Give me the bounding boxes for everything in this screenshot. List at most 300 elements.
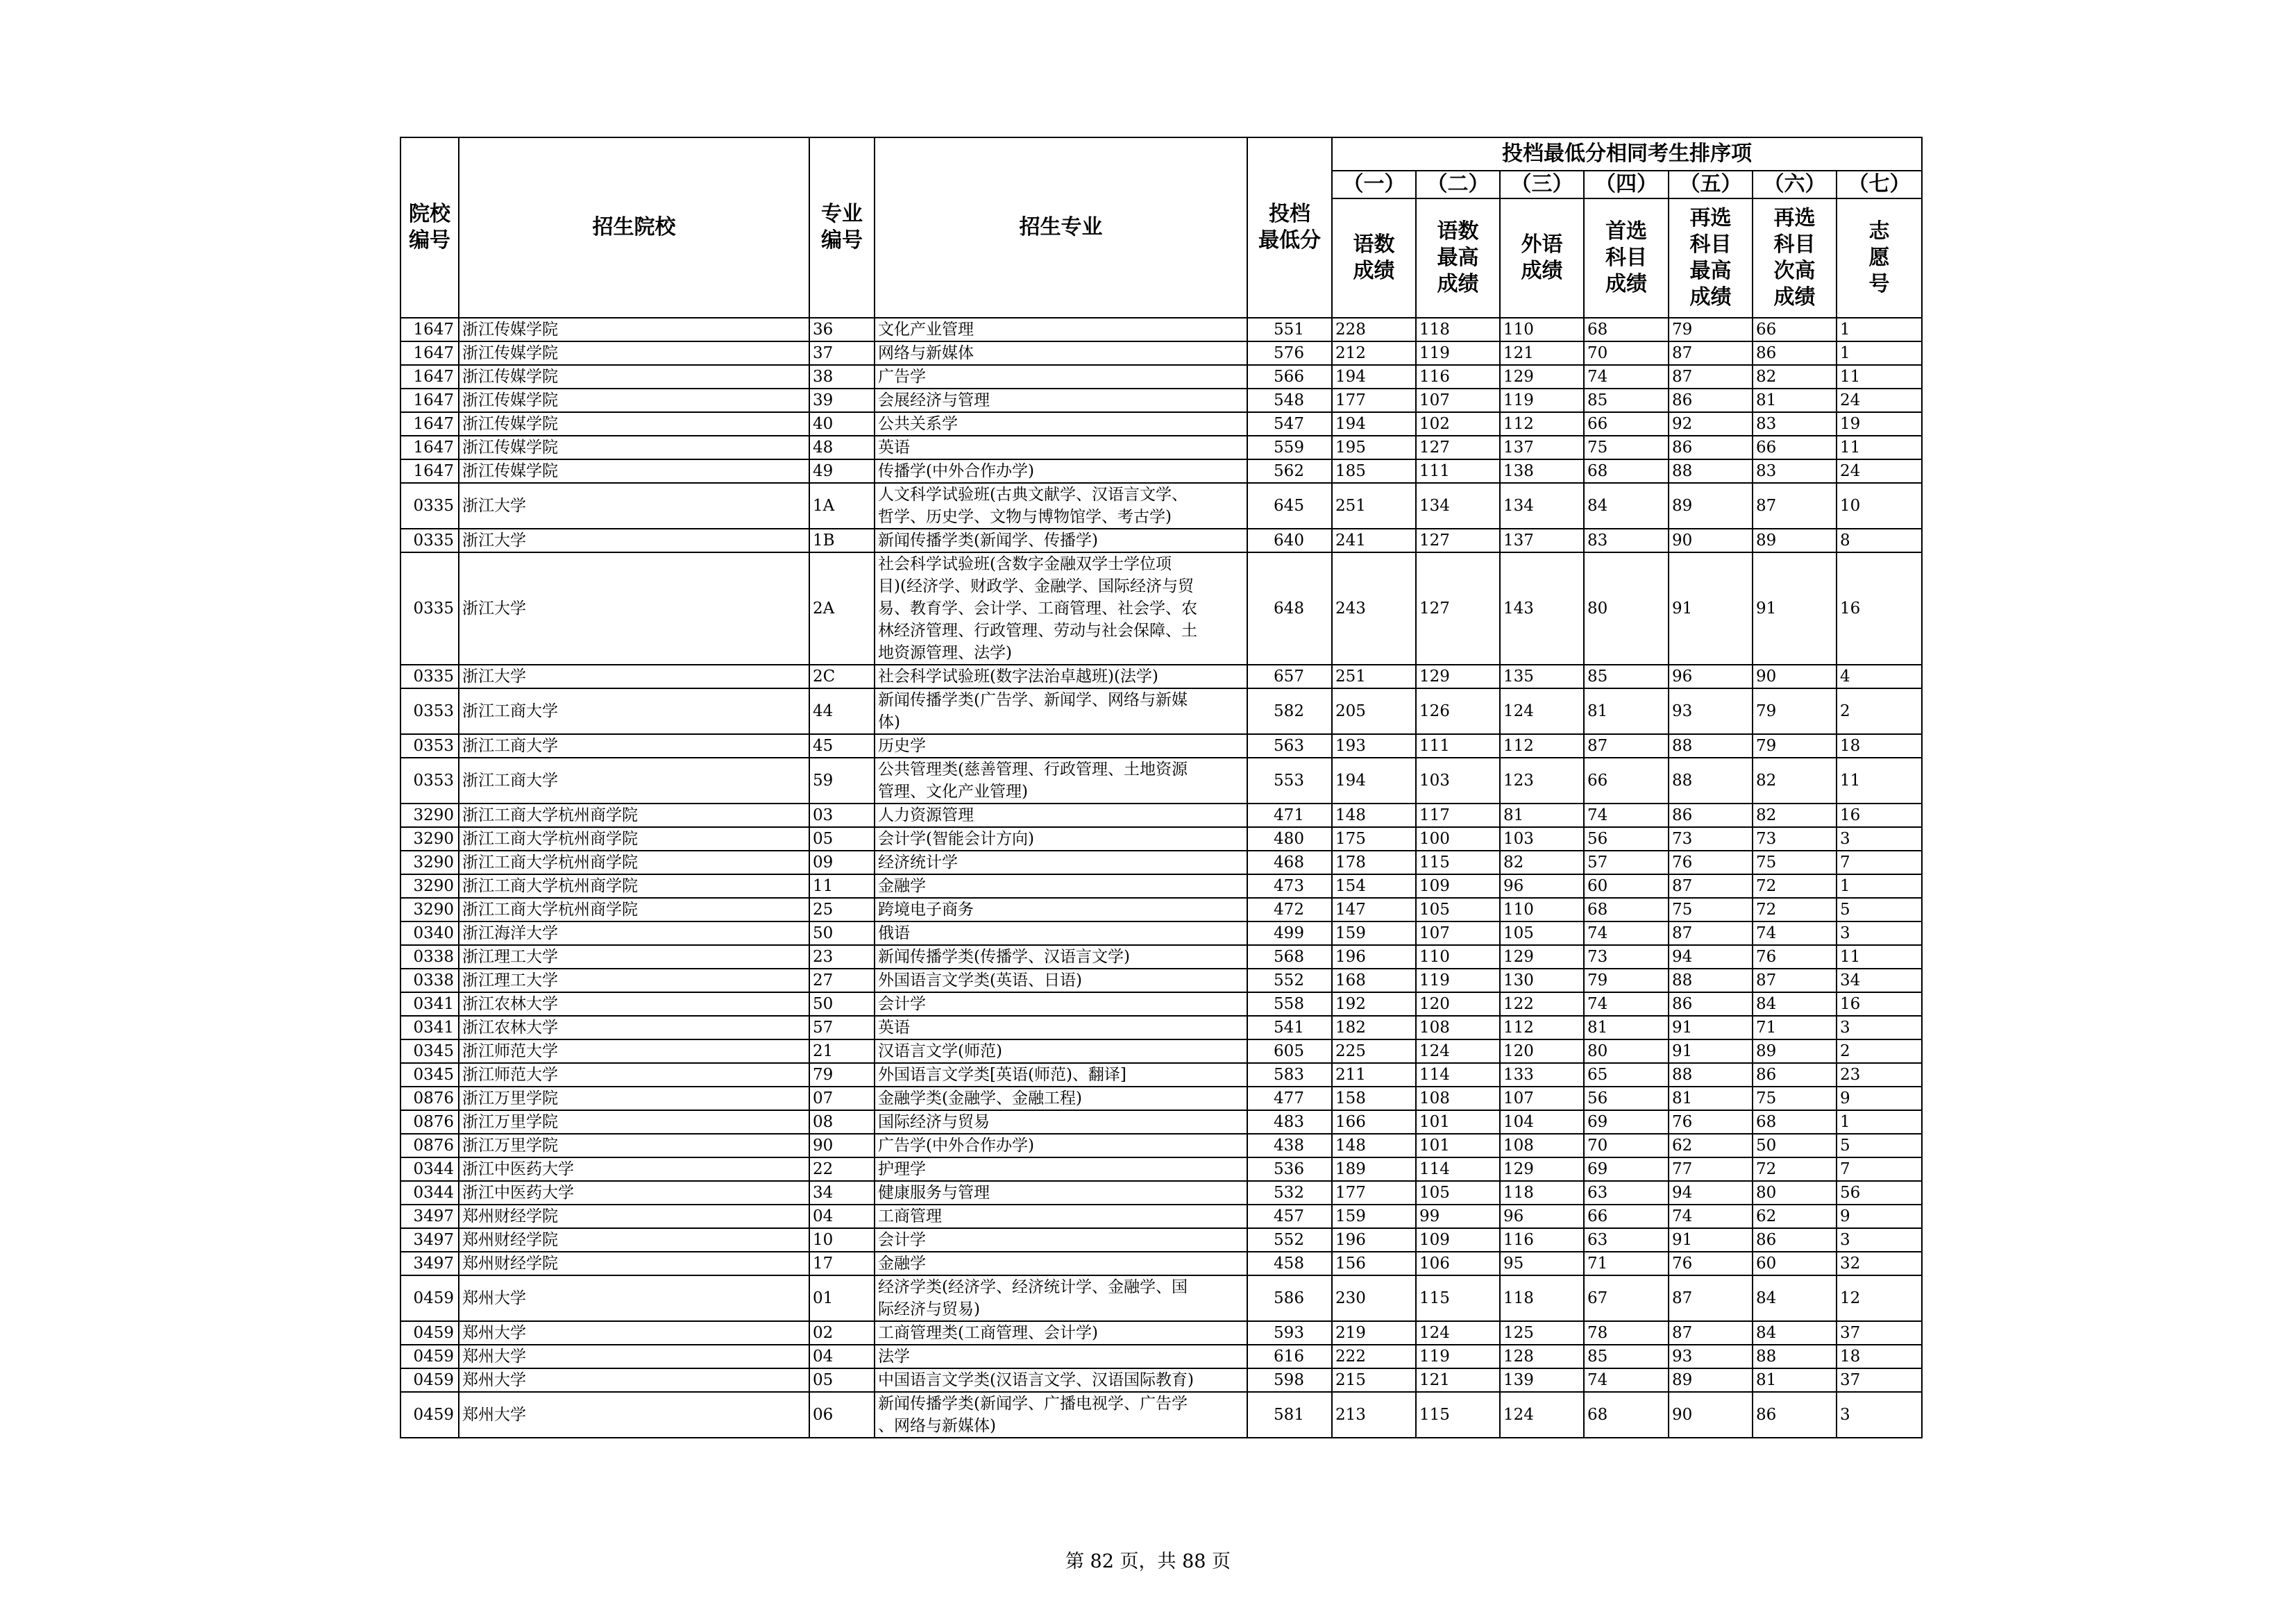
- score-foreign-lang-cell: 118: [1500, 1275, 1584, 1321]
- score-chinese-math-max-cell: 103: [1416, 758, 1500, 804]
- score-chinese-math-cell: 243: [1332, 552, 1416, 665]
- school-code-cell: 3290: [400, 851, 459, 874]
- score-chinese-math-cell: 194: [1332, 412, 1416, 436]
- score-chinese-math-cell: 251: [1332, 665, 1416, 688]
- score-foreign-lang-cell: 129: [1500, 1157, 1584, 1181]
- score-elective-second-cell: 81: [1753, 389, 1837, 412]
- table-row: [400, 1063, 1922, 1087]
- score-elective-max-cell: 88: [1669, 734, 1753, 758]
- score-elective-max-cell: 91: [1669, 1228, 1753, 1252]
- score-chinese-math-cell: 177: [1332, 1181, 1416, 1205]
- score-elective-second-cell: 84: [1753, 1321, 1837, 1345]
- school-code-cell: 1647: [400, 436, 459, 459]
- header-tiebreak-ordinal: （四）: [1584, 171, 1669, 198]
- min-score-cell: 458: [1247, 1252, 1332, 1275]
- score-elective-second-cell: 89: [1753, 1039, 1837, 1063]
- score-elective-max-cell: 92: [1669, 412, 1753, 436]
- score-elective-max-cell: 90: [1669, 1392, 1753, 1438]
- score-chinese-math-max-cell: 129: [1416, 665, 1500, 688]
- school-name-cell: 郑州财经学院: [459, 1228, 809, 1252]
- score-elective-max-cell: 62: [1669, 1134, 1753, 1157]
- score-elective-second-cell: 83: [1753, 459, 1837, 483]
- score-elective-max-cell: 89: [1669, 483, 1753, 529]
- score-elective-second-cell: 86: [1753, 341, 1837, 365]
- table-row: [400, 758, 1922, 804]
- score-first-subject-cell: 74: [1584, 921, 1669, 945]
- major-name-cell: 工商管理类(工商管理、会计学): [875, 1321, 1247, 1345]
- major-code-cell: 50: [809, 992, 875, 1016]
- score-elective-max-cell: 75: [1669, 898, 1753, 921]
- score-first-subject-cell: 74: [1584, 992, 1669, 1016]
- score-chinese-math-cell: 212: [1332, 341, 1416, 365]
- score-foreign-lang-cell: 108: [1500, 1134, 1584, 1157]
- preference-number-cell: 1: [1837, 318, 1922, 341]
- major-name-cell: 新闻传播学类(传播学、汉语言文学): [875, 945, 1247, 969]
- score-chinese-math-max-cell: 109: [1416, 874, 1500, 898]
- major-name-cell: 工商管理: [875, 1205, 1247, 1228]
- header-major-name: 招生专业: [875, 137, 1247, 318]
- major-code-cell: 37: [809, 341, 875, 365]
- score-foreign-lang-cell: 129: [1500, 365, 1584, 389]
- score-elective-max-cell: 89: [1669, 1368, 1753, 1392]
- school-name-cell: 浙江传媒学院: [459, 412, 809, 436]
- score-first-subject-cell: 75: [1584, 436, 1669, 459]
- major-code-cell: 2A: [809, 552, 875, 665]
- school-code-cell: 0338: [400, 969, 459, 992]
- major-code-cell: 17: [809, 1252, 875, 1275]
- score-chinese-math-cell: 148: [1332, 804, 1416, 827]
- major-name-cell: 广告学: [875, 365, 1247, 389]
- score-elective-max-cell: 96: [1669, 665, 1753, 688]
- table-row: [400, 389, 1922, 412]
- table-row: [400, 1252, 1922, 1275]
- header-tiebreak-ordinal: （五）: [1669, 171, 1753, 198]
- header-tiebreak-ordinal: （七）: [1837, 171, 1922, 198]
- major-name-cell: 汉语言文学(师范): [875, 1039, 1247, 1063]
- score-foreign-lang-cell: 130: [1500, 969, 1584, 992]
- major-name-cell: 公共关系学: [875, 412, 1247, 436]
- school-code-cell: 0340: [400, 921, 459, 945]
- score-first-subject-cell: 56: [1584, 1087, 1669, 1110]
- school-name-cell: 浙江万里学院: [459, 1087, 809, 1110]
- score-chinese-math-max-cell: 111: [1416, 734, 1500, 758]
- major-code-cell: 57: [809, 1016, 875, 1039]
- min-score-cell: 562: [1247, 459, 1332, 483]
- min-score-cell: 582: [1247, 688, 1332, 734]
- table-row: [400, 804, 1922, 827]
- min-score-cell: 657: [1247, 665, 1332, 688]
- score-elective-second-cell: 81: [1753, 1368, 1837, 1392]
- min-score-cell: 605: [1247, 1039, 1332, 1063]
- major-name-cell: 传播学(中外合作办学): [875, 459, 1247, 483]
- score-elective-max-cell: 94: [1669, 1181, 1753, 1205]
- school-name-cell: 浙江工商大学: [459, 758, 809, 804]
- school-name-cell: 郑州大学: [459, 1368, 809, 1392]
- header-tiebreak-criterion: 再选 科目 最高 成绩: [1669, 198, 1753, 318]
- score-chinese-math-cell: 194: [1332, 758, 1416, 804]
- score-chinese-math-cell: 196: [1332, 1228, 1416, 1252]
- score-chinese-math-max-cell: 126: [1416, 688, 1500, 734]
- preference-number-cell: 24: [1837, 459, 1922, 483]
- major-name-cell: 会计学: [875, 992, 1247, 1016]
- score-elective-max-cell: 76: [1669, 851, 1753, 874]
- score-chinese-math-max-cell: 99: [1416, 1205, 1500, 1228]
- score-foreign-lang-cell: 95: [1500, 1252, 1584, 1275]
- score-chinese-math-max-cell: 114: [1416, 1157, 1500, 1181]
- score-foreign-lang-cell: 118: [1500, 1181, 1584, 1205]
- min-score-cell: 532: [1247, 1181, 1332, 1205]
- major-code-cell: 49: [809, 459, 875, 483]
- score-chinese-math-cell: 194: [1332, 365, 1416, 389]
- preference-number-cell: 16: [1837, 552, 1922, 665]
- score-elective-second-cell: 71: [1753, 1016, 1837, 1039]
- score-foreign-lang-cell: 128: [1500, 1345, 1584, 1368]
- score-chinese-math-max-cell: 111: [1416, 459, 1500, 483]
- score-foreign-lang-cell: 110: [1500, 318, 1584, 341]
- major-code-cell: 38: [809, 365, 875, 389]
- header-tiebreak-criterion: 语数 最高 成绩: [1416, 198, 1500, 318]
- score-foreign-lang-cell: 96: [1500, 874, 1584, 898]
- score-chinese-math-max-cell: 107: [1416, 921, 1500, 945]
- school-code-cell: 0335: [400, 529, 459, 552]
- major-name-cell: 金融学: [875, 1252, 1247, 1275]
- school-code-cell: 0345: [400, 1063, 459, 1087]
- preference-number-cell: 34: [1837, 969, 1922, 992]
- score-elective-second-cell: 72: [1753, 898, 1837, 921]
- score-foreign-lang-cell: 107: [1500, 1087, 1584, 1110]
- table-row: [400, 1039, 1922, 1063]
- school-name-cell: 浙江万里学院: [459, 1134, 809, 1157]
- school-code-cell: 0344: [400, 1181, 459, 1205]
- school-code-cell: 0335: [400, 552, 459, 665]
- school-name-cell: 浙江传媒学院: [459, 318, 809, 341]
- table-row: [400, 1087, 1922, 1110]
- score-first-subject-cell: 85: [1584, 389, 1669, 412]
- score-chinese-math-max-cell: 114: [1416, 1063, 1500, 1087]
- major-name-cell: 中国语言文学类(汉语言文学、汉语国际教育): [875, 1368, 1247, 1392]
- score-chinese-math-cell: 192: [1332, 992, 1416, 1016]
- table-row: [400, 1016, 1922, 1039]
- major-code-cell: 25: [809, 898, 875, 921]
- major-name-cell: 金融学: [875, 874, 1247, 898]
- header-min-score: 投档 最低分: [1247, 137, 1332, 318]
- school-code-cell: 3290: [400, 898, 459, 921]
- major-name-cell: 跨境电子商务: [875, 898, 1247, 921]
- score-first-subject-cell: 74: [1584, 804, 1669, 827]
- score-first-subject-cell: 87: [1584, 734, 1669, 758]
- preference-number-cell: 56: [1837, 1181, 1922, 1205]
- score-first-subject-cell: 67: [1584, 1275, 1669, 1321]
- score-elective-max-cell: 87: [1669, 1275, 1753, 1321]
- school-code-cell: 1647: [400, 365, 459, 389]
- major-code-cell: 50: [809, 921, 875, 945]
- table-row: [400, 552, 1922, 665]
- school-code-cell: 1647: [400, 389, 459, 412]
- major-name-cell: 经济统计学: [875, 851, 1247, 874]
- score-chinese-math-cell: 219: [1332, 1321, 1416, 1345]
- school-code-cell: 0459: [400, 1321, 459, 1345]
- score-first-subject-cell: 74: [1584, 1368, 1669, 1392]
- table-row: [400, 665, 1922, 688]
- min-score-cell: 457: [1247, 1205, 1332, 1228]
- score-chinese-math-max-cell: 102: [1416, 412, 1500, 436]
- score-foreign-lang-cell: 110: [1500, 898, 1584, 921]
- min-score-cell: 499: [1247, 921, 1332, 945]
- min-score-cell: 640: [1247, 529, 1332, 552]
- major-code-cell: 10: [809, 1228, 875, 1252]
- score-chinese-math-cell: 189: [1332, 1157, 1416, 1181]
- preference-number-cell: 10: [1837, 483, 1922, 529]
- min-score-cell: 551: [1247, 318, 1332, 341]
- preference-number-cell: 12: [1837, 1275, 1922, 1321]
- score-elective-max-cell: 81: [1669, 1087, 1753, 1110]
- major-name-cell: 新闻传播学类(新闻学、传播学): [875, 529, 1247, 552]
- school-code-cell: 0876: [400, 1110, 459, 1134]
- min-score-cell: 593: [1247, 1321, 1332, 1345]
- preference-number-cell: 7: [1837, 1157, 1922, 1181]
- school-name-cell: 浙江工商大学杭州商学院: [459, 804, 809, 827]
- score-elective-max-cell: 87: [1669, 365, 1753, 389]
- preference-number-cell: 3: [1837, 1392, 1922, 1438]
- school-code-cell: 0876: [400, 1134, 459, 1157]
- min-score-cell: 552: [1247, 1228, 1332, 1252]
- min-score-cell: 480: [1247, 827, 1332, 851]
- major-code-cell: 27: [809, 969, 875, 992]
- score-foreign-lang-cell: 96: [1500, 1205, 1584, 1228]
- score-elective-max-cell: 88: [1669, 969, 1753, 992]
- major-name-cell: 网络与新媒体: [875, 341, 1247, 365]
- score-foreign-lang-cell: 129: [1500, 945, 1584, 969]
- score-first-subject-cell: 81: [1584, 688, 1669, 734]
- score-elective-second-cell: 86: [1753, 1228, 1837, 1252]
- school-code-cell: 0344: [400, 1157, 459, 1181]
- min-score-cell: 548: [1247, 389, 1332, 412]
- score-elective-max-cell: 88: [1669, 758, 1753, 804]
- school-name-cell: 浙江工商大学: [459, 734, 809, 758]
- header-school-code: 院校 编号: [400, 137, 459, 318]
- min-score-cell: 547: [1247, 412, 1332, 436]
- score-chinese-math-cell: 185: [1332, 459, 1416, 483]
- preference-number-cell: 3: [1837, 1016, 1922, 1039]
- header-tiebreak-criterion: 首选 科目 成绩: [1584, 198, 1669, 318]
- major-code-cell: 06: [809, 1392, 875, 1438]
- school-code-cell: 3290: [400, 827, 459, 851]
- score-chinese-math-cell: 182: [1332, 1016, 1416, 1039]
- score-first-subject-cell: 66: [1584, 1205, 1669, 1228]
- score-chinese-math-cell: 205: [1332, 688, 1416, 734]
- score-foreign-lang-cell: 134: [1500, 483, 1584, 529]
- score-elective-max-cell: 87: [1669, 341, 1753, 365]
- min-score-cell: 541: [1247, 1016, 1332, 1039]
- score-first-subject-cell: 71: [1584, 1252, 1669, 1275]
- min-score-cell: 568: [1247, 945, 1332, 969]
- score-chinese-math-max-cell: 119: [1416, 1345, 1500, 1368]
- score-first-subject-cell: 70: [1584, 1134, 1669, 1157]
- score-foreign-lang-cell: 112: [1500, 734, 1584, 758]
- score-foreign-lang-cell: 103: [1500, 827, 1584, 851]
- header-major-code: 专业 编号: [809, 137, 875, 318]
- score-chinese-math-max-cell: 105: [1416, 898, 1500, 921]
- score-chinese-math-cell: 222: [1332, 1345, 1416, 1368]
- preference-number-cell: 2: [1837, 1039, 1922, 1063]
- score-elective-second-cell: 50: [1753, 1134, 1837, 1157]
- score-elective-max-cell: 76: [1669, 1110, 1753, 1134]
- score-elective-second-cell: 73: [1753, 827, 1837, 851]
- score-first-subject-cell: 66: [1584, 412, 1669, 436]
- score-chinese-math-cell: 195: [1332, 436, 1416, 459]
- min-score-cell: 559: [1247, 436, 1332, 459]
- min-score-cell: 616: [1247, 1345, 1332, 1368]
- score-chinese-math-cell: 251: [1332, 483, 1416, 529]
- score-chinese-math-max-cell: 116: [1416, 365, 1500, 389]
- score-foreign-lang-cell: 121: [1500, 341, 1584, 365]
- score-chinese-math-cell: 193: [1332, 734, 1416, 758]
- score-chinese-math-max-cell: 108: [1416, 1016, 1500, 1039]
- school-name-cell: 浙江工商大学杭州商学院: [459, 827, 809, 851]
- score-elective-second-cell: 79: [1753, 734, 1837, 758]
- score-foreign-lang-cell: 82: [1500, 851, 1584, 874]
- score-elective-second-cell: 79: [1753, 688, 1837, 734]
- score-chinese-math-cell: 166: [1332, 1110, 1416, 1134]
- school-code-cell: 3290: [400, 804, 459, 827]
- score-chinese-math-max-cell: 115: [1416, 1275, 1500, 1321]
- score-elective-max-cell: 86: [1669, 436, 1753, 459]
- school-code-cell: 0876: [400, 1087, 459, 1110]
- preference-number-cell: 1: [1837, 874, 1922, 898]
- table-row: [400, 969, 1922, 992]
- score-chinese-math-cell: 211: [1332, 1063, 1416, 1087]
- major-name-cell: 外国语言文学类[英语(师范)、翻译]: [875, 1063, 1247, 1087]
- score-elective-second-cell: 84: [1753, 1275, 1837, 1321]
- school-name-cell: 浙江工商大学杭州商学院: [459, 851, 809, 874]
- major-name-cell: 护理学: [875, 1157, 1247, 1181]
- score-chinese-math-max-cell: 107: [1416, 389, 1500, 412]
- school-name-cell: 浙江传媒学院: [459, 459, 809, 483]
- preference-number-cell: 32: [1837, 1252, 1922, 1275]
- major-code-cell: 79: [809, 1063, 875, 1087]
- header-school-name: 招生院校: [459, 137, 809, 318]
- preference-number-cell: 9: [1837, 1087, 1922, 1110]
- score-chinese-math-cell: 241: [1332, 529, 1416, 552]
- major-code-cell: 05: [809, 1368, 875, 1392]
- score-first-subject-cell: 83: [1584, 529, 1669, 552]
- preference-number-cell: 1: [1837, 341, 1922, 365]
- preference-number-cell: 1: [1837, 1110, 1922, 1134]
- header-tiebreak-group: 投档最低分相同考生排序项: [1332, 137, 1922, 171]
- score-first-subject-cell: 73: [1584, 945, 1669, 969]
- school-name-cell: 郑州大学: [459, 1275, 809, 1321]
- score-elective-second-cell: 89: [1753, 529, 1837, 552]
- major-name-cell: 公共管理类(慈善管理、行政管理、土地资源 管理、文化产业管理): [875, 758, 1247, 804]
- score-elective-second-cell: 82: [1753, 758, 1837, 804]
- table-row: [400, 1205, 1922, 1228]
- score-elective-second-cell: 62: [1753, 1205, 1837, 1228]
- table-row: [400, 483, 1922, 529]
- score-chinese-math-max-cell: 105: [1416, 1181, 1500, 1205]
- school-name-cell: 浙江理工大学: [459, 969, 809, 992]
- school-code-cell: 3497: [400, 1205, 459, 1228]
- score-elective-second-cell: 74: [1753, 921, 1837, 945]
- min-score-cell: 553: [1247, 758, 1332, 804]
- major-code-cell: 21: [809, 1039, 875, 1063]
- score-elective-second-cell: 76: [1753, 945, 1837, 969]
- school-name-cell: 郑州大学: [459, 1321, 809, 1345]
- score-first-subject-cell: 81: [1584, 1016, 1669, 1039]
- school-name-cell: 浙江中医药大学: [459, 1157, 809, 1181]
- score-chinese-math-max-cell: 115: [1416, 851, 1500, 874]
- score-foreign-lang-cell: 122: [1500, 992, 1584, 1016]
- major-code-cell: 45: [809, 734, 875, 758]
- major-name-cell: 会展经济与管理: [875, 389, 1247, 412]
- school-code-cell: 1647: [400, 459, 459, 483]
- major-code-cell: 34: [809, 1181, 875, 1205]
- major-code-cell: 04: [809, 1345, 875, 1368]
- preference-number-cell: 18: [1837, 734, 1922, 758]
- min-score-cell: 472: [1247, 898, 1332, 921]
- major-name-cell: 经济学类(经济学、经济统计学、金融学、国 际经济与贸易): [875, 1275, 1247, 1321]
- score-foreign-lang-cell: 120: [1500, 1039, 1584, 1063]
- score-chinese-math-cell: 213: [1332, 1392, 1416, 1438]
- score-foreign-lang-cell: 104: [1500, 1110, 1584, 1134]
- score-foreign-lang-cell: 125: [1500, 1321, 1584, 1345]
- school-name-cell: 浙江工商大学杭州商学院: [459, 898, 809, 921]
- score-elective-max-cell: 79: [1669, 318, 1753, 341]
- preference-number-cell: 16: [1837, 804, 1922, 827]
- major-name-cell: 人力资源管理: [875, 804, 1247, 827]
- score-chinese-math-max-cell: 115: [1416, 1392, 1500, 1438]
- preference-number-cell: 3: [1837, 827, 1922, 851]
- min-score-cell: 473: [1247, 874, 1332, 898]
- score-chinese-math-max-cell: 127: [1416, 552, 1500, 665]
- score-foreign-lang-cell: 135: [1500, 665, 1584, 688]
- major-code-cell: 23: [809, 945, 875, 969]
- header-tiebreak-criterion: 外语 成绩: [1500, 198, 1584, 318]
- header-tiebreak-criterion: 再选 科目 次高 成绩: [1753, 198, 1837, 318]
- score-first-subject-cell: 80: [1584, 1039, 1669, 1063]
- school-name-cell: 浙江传媒学院: [459, 389, 809, 412]
- score-first-subject-cell: 57: [1584, 851, 1669, 874]
- school-name-cell: 浙江万里学院: [459, 1110, 809, 1134]
- school-code-cell: 3290: [400, 874, 459, 898]
- table-row: [400, 827, 1922, 851]
- score-elective-max-cell: 86: [1669, 389, 1753, 412]
- score-foreign-lang-cell: 116: [1500, 1228, 1584, 1252]
- score-chinese-math-cell: 154: [1332, 874, 1416, 898]
- table-row: [400, 1228, 1922, 1252]
- score-elective-second-cell: 66: [1753, 318, 1837, 341]
- score-chinese-math-cell: 159: [1332, 1205, 1416, 1228]
- school-name-cell: 浙江中医药大学: [459, 1181, 809, 1205]
- school-name-cell: 浙江师范大学: [459, 1039, 809, 1063]
- min-score-cell: 576: [1247, 341, 1332, 365]
- major-code-cell: 1B: [809, 529, 875, 552]
- major-name-cell: 俄语: [875, 921, 1247, 945]
- score-foreign-lang-cell: 119: [1500, 389, 1584, 412]
- score-elective-second-cell: 72: [1753, 1157, 1837, 1181]
- school-code-cell: 1647: [400, 318, 459, 341]
- school-name-cell: 浙江大学: [459, 483, 809, 529]
- table-row: [400, 921, 1922, 945]
- table-row: [400, 436, 1922, 459]
- score-chinese-math-cell: 148: [1332, 1134, 1416, 1157]
- score-chinese-math-cell: 230: [1332, 1275, 1416, 1321]
- school-code-cell: 1647: [400, 341, 459, 365]
- score-elective-max-cell: 87: [1669, 1321, 1753, 1345]
- header-tiebreak-ordinal: （一）: [1332, 171, 1416, 198]
- score-chinese-math-cell: 228: [1332, 318, 1416, 341]
- preference-number-cell: 4: [1837, 665, 1922, 688]
- table-row: [400, 1110, 1922, 1134]
